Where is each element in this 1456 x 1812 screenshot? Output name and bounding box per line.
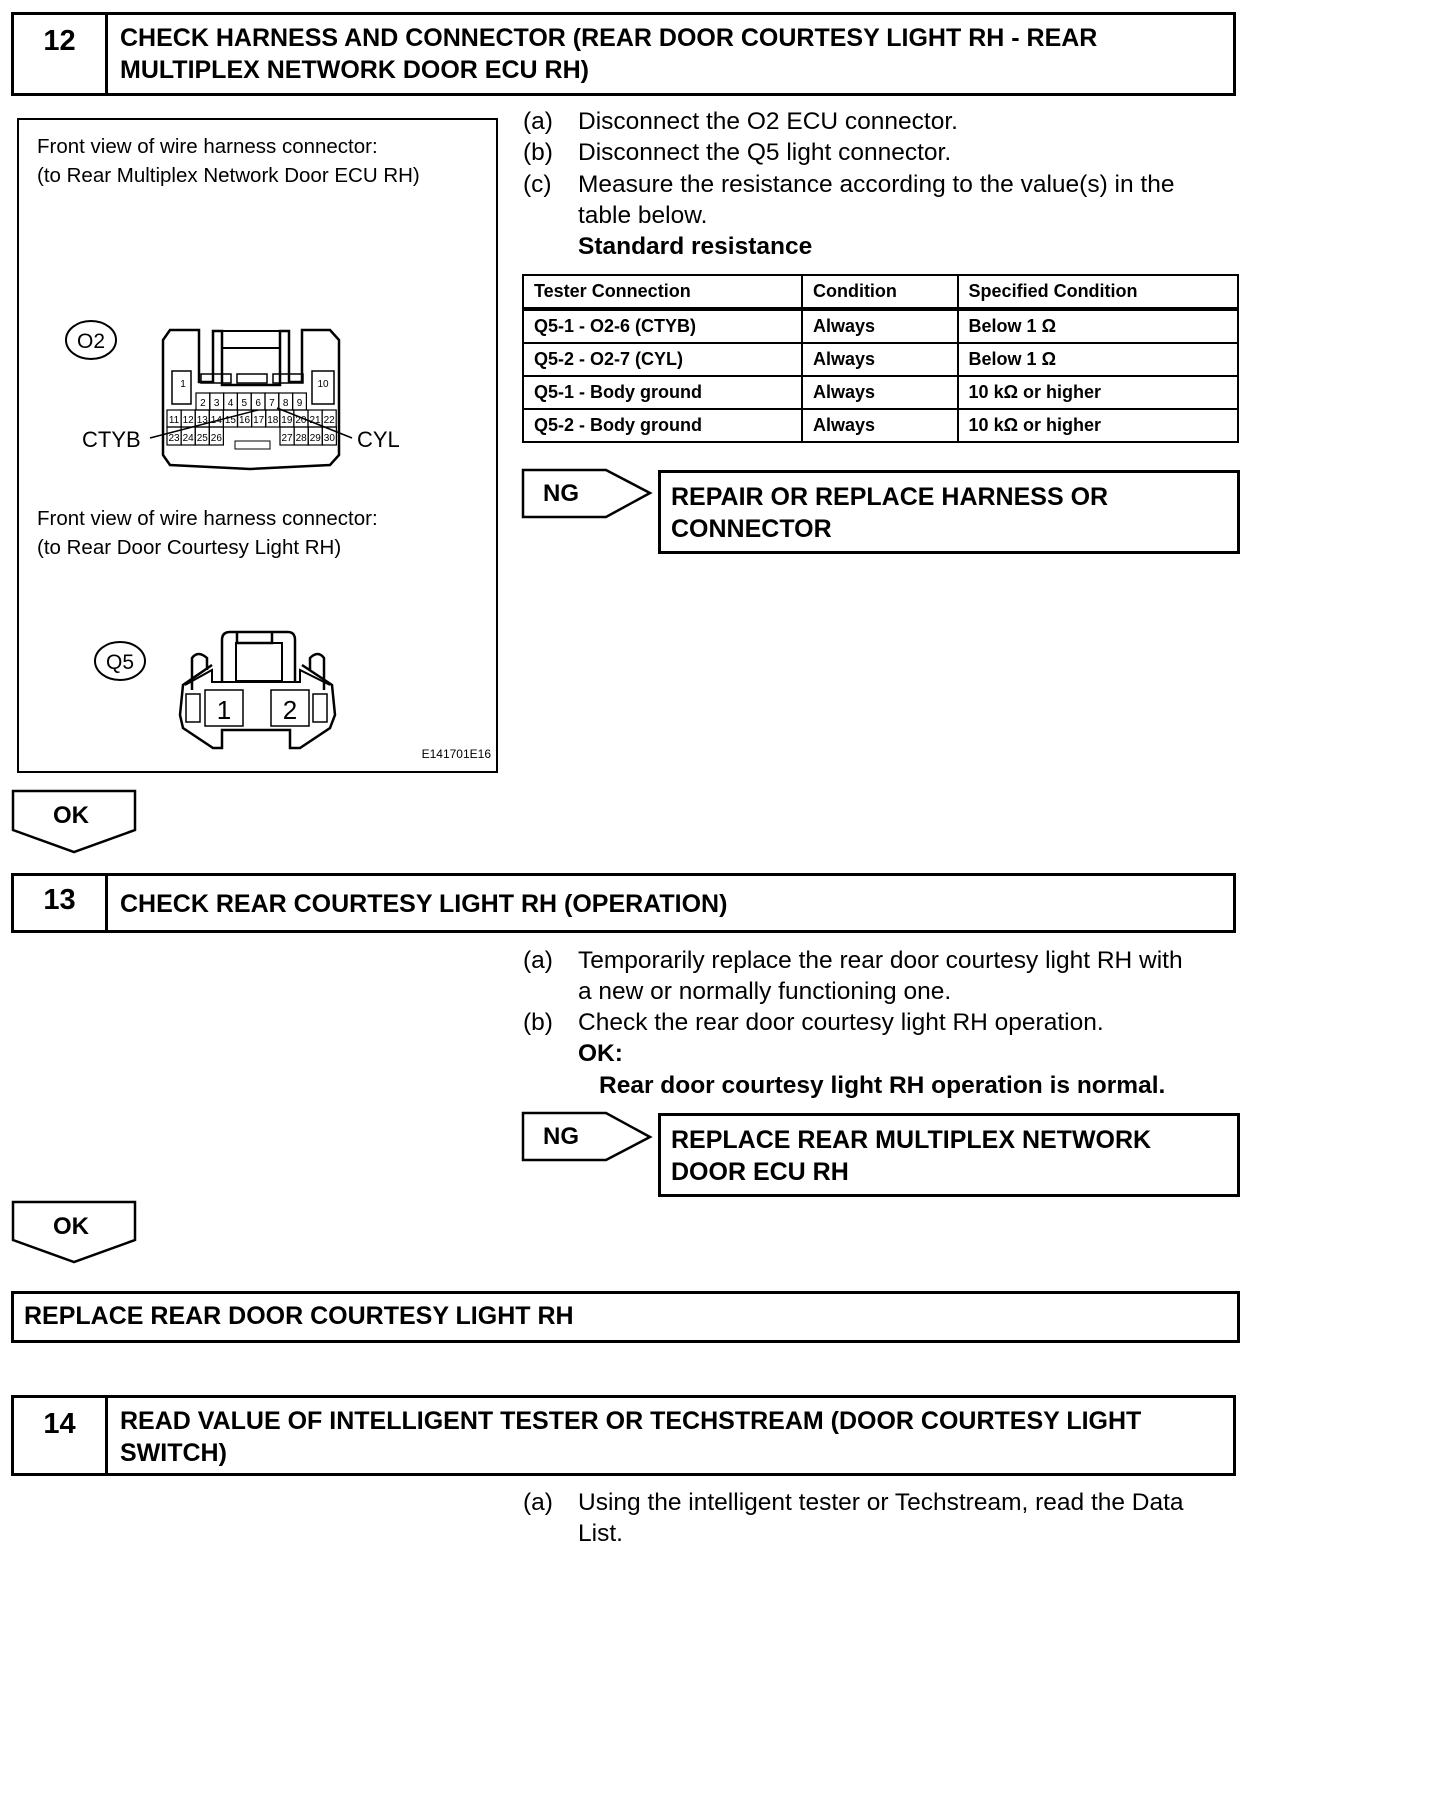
diagram-caption-q5-line2: (to Rear Door Courtesy Light RH) — [37, 536, 342, 559]
resistance-table — [522, 274, 1239, 443]
step-14-text-a-cont: List. — [578, 1520, 623, 1547]
standard-resistance-label: Standard resistance — [578, 233, 813, 260]
step-14-text-a: Using the intelligent tester or Techstream, read the Data — [578, 1489, 1184, 1516]
ok-heading: OK: — [578, 1040, 623, 1067]
table-row — [523, 309, 1238, 343]
o2-pin-label: 16 — [238, 415, 251, 426]
o2-pin-label: 25 — [196, 433, 208, 444]
table-row — [523, 376, 1238, 409]
o2-pin-label: 4 — [227, 398, 234, 409]
cell: Below 1 Ω — [958, 309, 1238, 343]
ok-label-12: OK — [53, 802, 89, 829]
step-12-text-a: Disconnect the O2 ECU connector. — [578, 108, 958, 135]
ng-label-13: NG — [543, 1123, 579, 1150]
step-12-marker-b: (b) — [523, 139, 553, 166]
table-row — [523, 343, 1238, 376]
o2-pin-label: 27 — [281, 433, 293, 444]
step-title: CHECK HARNESS AND CONNECTOR (REAR DOOR COURTESY LIGHT RH - REAR MULTIPLEX NETWORK DOOR ECU RH) — [120, 24, 1098, 84]
q5-label: Q5 — [105, 651, 135, 674]
o2-pin-label: 19 — [281, 415, 293, 426]
step-12-text-c: Measure the resistance according to the value(s) in the — [578, 171, 1175, 198]
o2-pin-label: 14 — [210, 415, 222, 426]
cell: Q5-2 - O2-7 (CYL) — [523, 343, 802, 376]
table-header-row — [523, 275, 1238, 309]
step-number: 14 — [14, 1398, 108, 1473]
o2-pin-label: 30 — [323, 433, 335, 444]
q5-pin-2-label: 2 — [282, 695, 298, 725]
o2-pin-label: 11 — [168, 415, 180, 426]
step-12-marker-c: (c) — [523, 171, 552, 198]
diagram-caption-o2-line2: (to Rear Multiplex Network Door ECU RH) — [37, 164, 420, 187]
col-header: Condition — [802, 275, 958, 309]
step-number: 12 — [14, 15, 108, 93]
o2-pin-label: 8 — [282, 398, 289, 409]
ng-label-12: NG — [543, 480, 579, 507]
step-14-marker-a: (a) — [523, 1489, 553, 1516]
o2-pin-label: 15 — [224, 415, 237, 426]
q5-connector-shape — [180, 632, 335, 748]
ng-result-line: DOOR ECU RH — [671, 1158, 849, 1186]
cell: Q5-2 - Body ground — [523, 409, 802, 442]
ctyb-label: CTYB — [82, 427, 141, 452]
step-number: 13 — [14, 876, 108, 930]
col-header: Tester Connection — [523, 275, 802, 309]
o2-pin-label: 13 — [196, 415, 208, 426]
o2-pin-label: 17 — [253, 415, 265, 426]
o2-pin-label: 26 — [210, 433, 222, 444]
ng-result-13 — [658, 1113, 1240, 1197]
o2-pin-label: 28 — [295, 433, 307, 444]
q5-pin-1-label: 1 — [216, 695, 232, 725]
col-header: Specified Condition — [958, 275, 1238, 309]
step-13-marker-a: (a) — [523, 947, 553, 974]
step-title: READ VALUE OF INTELLIGENT TESTER OR TECHSTREAM (DOOR COURTESY LIGHT SWITCH) — [120, 1407, 1142, 1467]
o2-pin-label: 6 — [255, 398, 261, 409]
step-13-text-a: Temporarily replace the rear door courtesy light RH with — [578, 947, 1183, 974]
o2-connector-badge — [66, 321, 116, 359]
diagram-caption-o2-line1: Front view of wire harness connector: — [37, 135, 378, 158]
o2-pin-label: 22 — [323, 415, 335, 426]
cell: Always — [802, 409, 958, 442]
o2-pin-label: 29 — [309, 433, 321, 444]
o2-pin-label: 12 — [182, 415, 194, 426]
cell: Q5-1 - Body ground — [523, 376, 802, 409]
step-13-marker-b: (b) — [523, 1009, 553, 1036]
figure-code: E141701E16 — [421, 747, 491, 761]
q5-connector-badge — [95, 642, 145, 680]
step-title: CHECK REAR COURTESY LIGHT RH (OPERATION) — [120, 890, 728, 918]
ok-criterion: Rear door courtesy light RH operation is normal. — [599, 1072, 1166, 1099]
ng-result-line: REPAIR OR REPLACE HARNESS OR — [671, 483, 1109, 511]
cyl-label: CYL — [357, 427, 400, 452]
diagram-caption-q5-line1: Front view of wire harness connector: — [37, 507, 378, 530]
o2-pin-label: 5 — [241, 398, 248, 409]
cell: 10 kΩ or higher — [958, 376, 1238, 409]
step-13-text-a-cont: a new or normally functioning one. — [578, 978, 952, 1005]
step-14-header — [11, 1395, 1236, 1476]
cell: Below 1 Ω — [958, 343, 1238, 376]
o2-pin-label: 1 — [180, 379, 186, 390]
final-action-box: REPLACE REAR DOOR COURTESY LIGHT RH — [11, 1291, 1240, 1343]
cell: 10 kΩ or higher — [958, 409, 1238, 442]
o2-pin-label: 18 — [267, 415, 279, 426]
o2-pin-label: 7 — [269, 398, 275, 409]
o2-pin-label: 9 — [296, 398, 303, 409]
o2-pin-label: 3 — [213, 398, 220, 409]
o2-pin-label: 10 — [317, 379, 329, 390]
o2-pin-label: 24 — [182, 433, 194, 444]
o2-pin-label: 21 — [309, 415, 321, 426]
o2-pin-label: 20 — [295, 415, 307, 426]
step-13-text-b: Check the rear door courtesy light RH operation. — [578, 1009, 1104, 1036]
o2-pin-label: 2 — [200, 398, 206, 409]
o2-pin-label: 23 — [168, 433, 180, 444]
table-row — [523, 409, 1238, 442]
cell: Always — [802, 309, 958, 343]
ok-label-13: OK — [53, 1213, 89, 1240]
cell: Always — [802, 376, 958, 409]
step-12-text-b: Disconnect the Q5 light connector. — [578, 139, 952, 166]
ng-result-line: REPLACE REAR MULTIPLEX NETWORK — [671, 1126, 1152, 1154]
ng-result-12 — [658, 470, 1240, 554]
step-12-text-c-cont: table below. — [578, 202, 708, 229]
step-13-header — [11, 873, 1236, 933]
o2-label: O2 — [76, 330, 106, 353]
ng-result-line: CONNECTOR — [671, 515, 832, 543]
cell: Always — [802, 343, 958, 376]
step-12-marker-a: (a) — [523, 108, 553, 135]
cell: Q5-1 - O2-6 (CTYB) — [523, 309, 802, 343]
